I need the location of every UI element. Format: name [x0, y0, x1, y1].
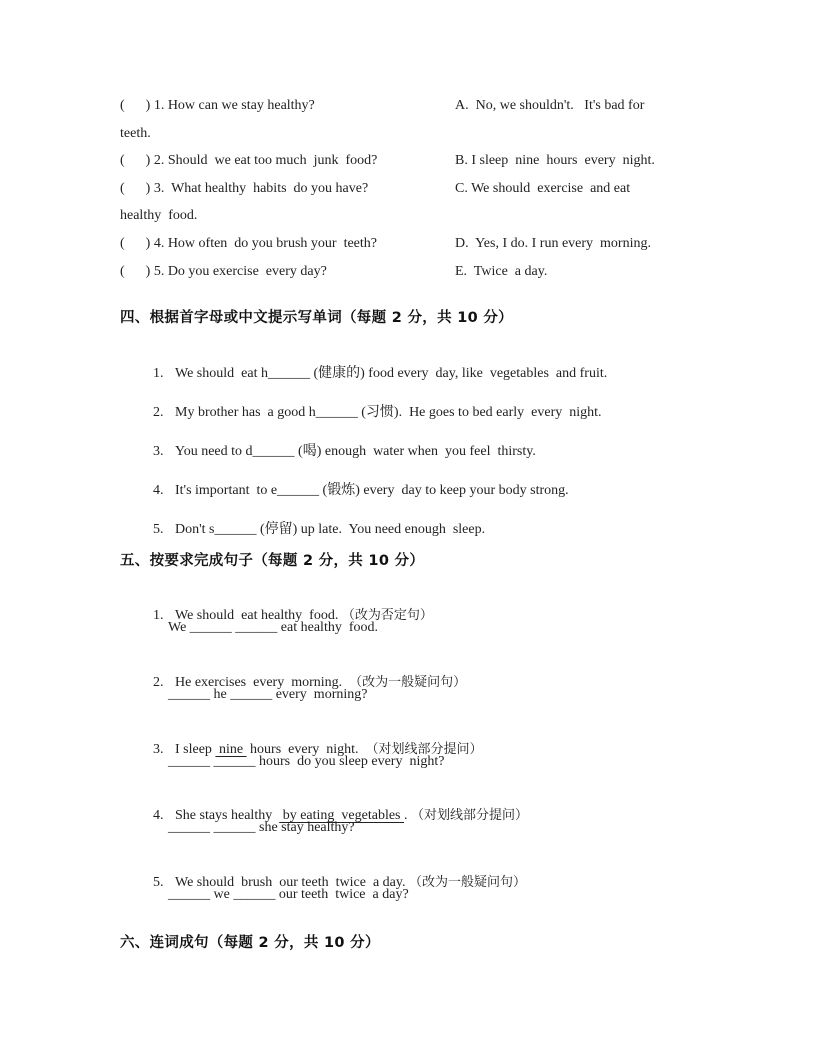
item-number: 3.	[153, 444, 164, 459]
section4-heading: 四、根据首字母或中文提示写单词（每题 2 分，共 10 分）	[120, 310, 513, 326]
section5-answer-2: ______ he ______ every morning?	[168, 687, 368, 702]
section4-item-2	[146, 386, 602, 422]
item-number: 4.	[153, 483, 164, 498]
item-text: He exercises every morning.	[175, 675, 350, 690]
item-text-after: .	[404, 808, 412, 823]
item-text: Don't s______ (停留) up late. You need enough sleep.	[175, 522, 486, 537]
match-option-e: E. Twice a day.	[455, 264, 548, 279]
match-option-c-continued: healthy food.	[120, 208, 198, 223]
instruction-note: （对划线部分提问）	[365, 742, 483, 757]
item-text: We should brush our teeth twice a day.	[175, 875, 409, 890]
match-option-a: A. No, we shouldn't. It's bad for	[455, 98, 645, 113]
match-q1-continued: teeth.	[120, 126, 151, 141]
item-number: 4.	[153, 808, 164, 823]
section4-item-1	[146, 347, 607, 383]
section5-heading: 五、按要求完成句子（每题 2 分，共 10 分）	[120, 553, 425, 569]
item-text: My brother has a good h______ (习惯). He goes to bed early every night.	[175, 405, 602, 420]
item-text: She stays healthy	[175, 808, 280, 823]
match-option-d: D. Yes, I do. I run every morning.	[455, 236, 651, 251]
section5-answer-5: ______ we ______ our teeth twice a day?	[168, 887, 409, 902]
item-text: You need to d______ (喝) enough water when you feel thirsty.	[175, 444, 536, 459]
section4-item-4	[146, 464, 569, 500]
item-number: 1.	[153, 366, 164, 381]
item-number: 5.	[153, 522, 164, 537]
item-number: 3.	[153, 742, 164, 757]
section5-answer-4: ______ ______ she stay healthy?	[168, 820, 355, 835]
item-text: I sleep	[175, 742, 216, 757]
instruction-note: （改为否定句）	[341, 608, 433, 623]
section5-answer-1: We ______ ______ eat healthy food.	[168, 620, 378, 635]
match-q4: ( ) 4. How often do you brush your teeth?	[120, 236, 378, 251]
match-q5: ( ) 5. Do you exercise every day?	[120, 264, 327, 279]
item-number: 1.	[153, 608, 164, 623]
section4-item-5	[146, 503, 485, 539]
item-text-after: hours every night.	[246, 742, 366, 757]
item-text: We should eat h______ (健康的) food every day, like vegetables and fruit.	[175, 366, 608, 381]
match-option-c: C. We should exercise and eat	[455, 181, 631, 196]
match-option-b: B. I sleep nine hours every night.	[455, 153, 655, 168]
instruction-note: （改为一般疑问句）	[408, 875, 526, 890]
item-number: 2.	[153, 405, 164, 420]
section4-item-3	[146, 425, 536, 461]
item-text: It's important to e______ (锻炼) every day to keep your body strong.	[175, 483, 569, 498]
underlined-phrase: nine	[215, 742, 247, 757]
match-q3: ( ) 3. What healthy habits do you have?	[120, 181, 369, 196]
match-q2: ( ) 2. Should we eat too much junk food?	[120, 153, 378, 168]
instruction-note: （改为一般疑问句）	[349, 675, 467, 690]
section5-answer-3: ______ ______ hours do you sleep every night?	[168, 754, 445, 769]
underlined-phrase: by eating vegetables	[279, 808, 405, 823]
item-number: 2.	[153, 675, 164, 690]
item-text: We should eat healthy food.	[175, 608, 342, 623]
section6-heading: 六、连词成句（每题 2 分，共 10 分）	[120, 935, 380, 951]
match-q1: ( ) 1. How can we stay healthy?	[120, 98, 315, 113]
instruction-note: （对划线部分提问）	[411, 808, 529, 823]
item-number: 5.	[153, 875, 164, 890]
